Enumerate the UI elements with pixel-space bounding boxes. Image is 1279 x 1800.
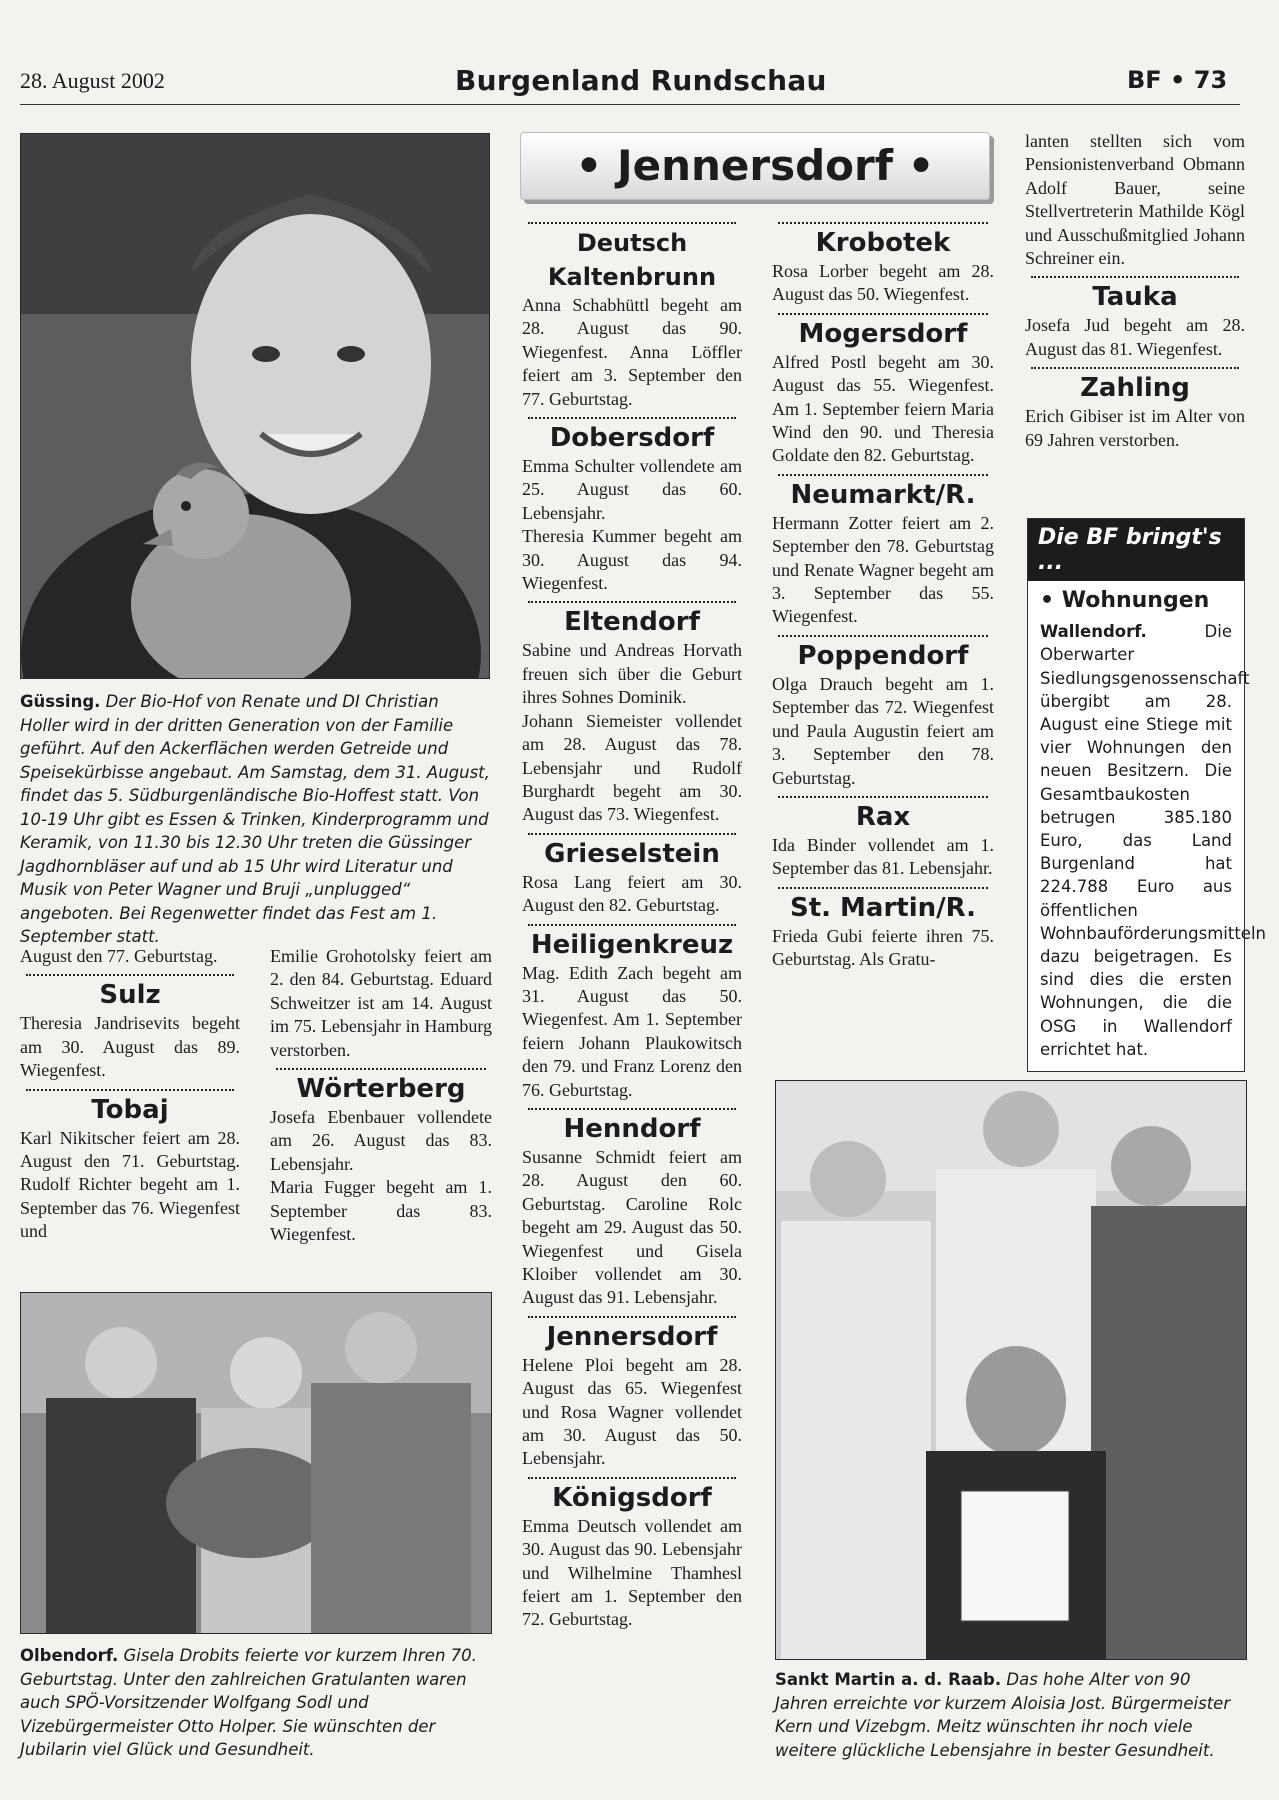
separator <box>26 974 234 976</box>
caption-text: Das hohe Alter von 90 Jahren erreichte vor kurzem Aloisia Jost. Bürgermeister Kern und Vizebgm. Meitz wünschten ihr noch viele weitere glückliche Lebensjahre in bester Gesundheit. <box>775 1670 1231 1760</box>
column-a <box>20 945 240 1244</box>
separator <box>528 833 736 835</box>
location-heading: Eltendorf <box>564 607 700 638</box>
caption-place: Güssing. <box>20 692 101 711</box>
separator <box>528 924 736 926</box>
location-heading: Krobotek <box>815 228 951 258</box>
article-text: Maria Fugger begeht am 1. September das 83. Wiegenfest. <box>270 1177 492 1245</box>
separator <box>778 635 988 637</box>
header-rule <box>20 104 1240 105</box>
separator <box>778 474 988 476</box>
location-heading: Neumarkt/R. <box>790 479 976 510</box>
location-heading: Heiligenkreuz <box>530 929 734 960</box>
photo3-caption <box>775 1668 1247 1762</box>
location-heading: Sulz <box>99 980 161 1011</box>
separator <box>528 417 736 419</box>
bf-box-text: Die Oberwarter Siedlungsgenossenschaft übergibt am 28. August eine Stiege mit vier Wohnungen den neuen Besitzern. Die Gesamtbaukosten betrugen 385.180 Euro, das Land Burgenland hat 224.788 Euro aus öffentlichen Wohnbauförderungsmitteln dazu beigetragen. Es sind dies die ersten Wohnungen, die die OSG in Wallendorf errichtet hat. <box>1040 622 1266 1059</box>
caption-text: Der Bio-Hof von Renate und DI Christian Holler wird in der dritten Generation von der Familie geführt. Auf den Ackerflächen werden Getreide und Speisekürbisse angebaut. Am Samstag, dem 31. August, findet das 5. Südburgenländische Bio-Hoffest statt. Von 10-19 Uhr gibt es Essen & Trinken, Kinderprogramm und Keramik, von 11.30 bis 12.30 Uhr treten die Güssinger Jagdhornbläser auf und ab 15 Uhr wird Literatur und Musik von Peter Wagner und Bruji „unplugged“ angeboten. Bei Regenwetter findet das Fest am 1. September statt. <box>20 692 490 946</box>
location-heading: Tobaj <box>91 1094 169 1125</box>
article-text: Olga Drauch begeht am 1. September das 72. Wiegenfest und Paula Augustin feiert am 3. September den 78. Geburtstag. <box>772 673 994 788</box>
separator <box>1031 367 1239 369</box>
article-text: Theresia Kummer begeht am 30. August das 94. Wiegenfest. <box>522 526 742 594</box>
location-heading: Königsdorf <box>552 1482 712 1513</box>
caption-place: Olbendorf. <box>20 1646 119 1665</box>
column-c <box>522 222 742 1632</box>
caption-place: Sankt Martin a. d. Raab. <box>775 1670 1002 1689</box>
bf-box-body <box>1028 581 1266 1071</box>
article-text: Susanne Schmidt feiert am 28. August den 60. Geburtstag. Caroline Rolc begeht am 29. August das 50. Wiegenfest und Gisela Kloiber vollendet am 30. August das 91. Lebensjahr. <box>522 1146 742 1308</box>
article-text: Rosa Lang feiert am 30. August den 82. Geburtstag. <box>522 871 742 916</box>
location-heading: Zahling <box>1080 373 1190 404</box>
bf-info-box <box>1027 518 1266 1072</box>
location-heading: Henndorf <box>563 1113 701 1144</box>
separator <box>1031 276 1239 278</box>
separator <box>276 1068 486 1070</box>
caption-text: Gisela Drobits feierte vor kurzem Ihren 70. Geburtstag. Unter den zahlreichen Gratulanten waren auch SPÖ-Vorsitzender Wolfgang Sodl und Vizebürgermeister Otto Holper. Sie wünschten der Jubilarin viel Glück und Gesundheit. <box>20 1646 477 1759</box>
location-heading: Dobersdorf <box>549 423 715 454</box>
separator <box>528 1108 736 1110</box>
column-b <box>270 945 492 1246</box>
article-text: Alfred Postl begeht am 30. August das 55. Wiegenfest. Am 1. September feiern Maria Wind den 90. und Theresia Goldate den 82. Geburtstag. <box>772 351 994 466</box>
article-text: Johann Siemeister vollendet am 28. August das 78. Lebensjahr und Rudolf Burghardt begeht am 30. August das 73. Wiegenfest. <box>522 710 742 825</box>
location-heading: Tauka <box>1092 282 1178 313</box>
article-text: Emma Schulter vollendete am 25. August das 60. Lebensjahr. <box>522 456 742 523</box>
article-text: Ida Binder vollendet am 1. September das 81. Lebensjahr. <box>772 834 994 879</box>
newspaper-title: Burgenland Rundschau <box>455 64 827 97</box>
separator <box>528 601 736 603</box>
location-heading: Mogersdorf <box>798 318 968 349</box>
article-text: lanten stellten sich vom Pensionistenverband Obmann Adolf Bauer, seine Stellvertreterin Mathilde Kögl und Ausschußmitglied Johann Schreiner ein. <box>1025 131 1245 269</box>
page-number: BF • 73 <box>1127 66 1228 94</box>
column-e <box>1025 130 1245 452</box>
photo-sankt-martin-group <box>775 1080 1247 1660</box>
separator <box>778 313 988 315</box>
column-d <box>772 222 994 972</box>
location-heading: Deutsch Kaltenbrunn <box>547 229 717 291</box>
bf-box-place: Wallendorf. <box>1040 622 1147 642</box>
location-heading: Grieselstein <box>544 838 720 869</box>
location-heading: Wörterberg <box>296 1074 466 1105</box>
separator <box>528 222 736 224</box>
separator <box>26 1089 234 1091</box>
location-heading: Rax <box>855 801 911 832</box>
article-text: Erich Gibiser ist im Alter von 69 Jahren verstorben. <box>1025 406 1245 450</box>
article-text: Theresia Jandrisevits begeht am 30. August das 89. Wiegenfest. <box>20 1013 240 1081</box>
article-text: Emma Deutsch vollendet am 30. August das 90. Lebensjahr und Wilhelmine Thamhesl feiert am 1. September den 72. Geburtstag. <box>522 1515 742 1630</box>
section-banner: • Jennersdorf • <box>520 132 990 200</box>
separator <box>778 796 988 798</box>
article-text: Mag. Edith Zach begeht am 31. August das 50. Wiegenfest. Am 1. September feiern Johann Plaukowitsch den 79. und Franz Lorenz den 76. Geburtstag. <box>522 962 742 1100</box>
separator <box>528 1316 736 1318</box>
article-text: Rosa Lorber begeht am 28. August das 50. Wiegenfest. <box>772 261 994 305</box>
location-heading: Jennersdorf <box>546 1321 718 1352</box>
article-text: Helene Ploi begeht am 28. August das 65. Wiegenfest und Rosa Wagner vollendet am 30. August das 50. Lebensjahr. <box>522 1354 742 1469</box>
photo2-caption <box>20 1644 492 1762</box>
separator <box>778 222 988 224</box>
bf-box-subheading: • Wohnungen <box>1040 588 1210 613</box>
photo-boy-with-hen <box>20 133 490 679</box>
article-text: Karl Nikitscher feiert am 28. August den 71. Geburtstag. Rudolf Richter begeht am 1. September das 76. Wiegenfest und <box>20 1127 240 1242</box>
bf-box-header: Die BF bringt's ... <box>1028 519 1244 581</box>
article-text: Josefa Ebenbauer vollendete am 26. August das 83. Lebensjahr. <box>270 1107 492 1174</box>
separator <box>528 1477 736 1479</box>
article-text: Emilie Grohotolsky feiert am 2. den 84. Geburtstag. Eduard Schweitzer ist am 14. August im 75. Lebensjahr in Hamburg verstorben. <box>270 946 492 1060</box>
article-text: Hermann Zotter feiert am 2. September den 78. Geburtstag und Renate Wagner begeht am 3. September das 55. Wiegenfest. <box>772 512 994 627</box>
article-text: Josefa Jud begeht am 28. August das 81. Wiegenfest. <box>1025 315 1245 359</box>
issue-date: 28. August 2002 <box>20 68 165 93</box>
article-text: Sabine und Andreas Horvath freuen sich über die Geburt ihres Sohnes Dominik. <box>522 640 742 708</box>
location-heading: St. Martin/R. <box>789 892 977 923</box>
article-text: Anna Schabhüttl begeht am 28. August das 90. Wiegenfest. Anna Löffler feiert am 3. September den 77. Geburtstag. <box>522 295 742 409</box>
article-text: August den 77. Geburtstag. <box>20 946 218 966</box>
article-text: Frieda Gubi feierte ihren 75. Geburtstag. Als Gratu- <box>772 925 994 970</box>
separator <box>778 887 988 889</box>
photo-olbendorf-group <box>20 1292 492 1634</box>
photo1-caption <box>20 690 490 949</box>
location-heading: Poppendorf <box>797 640 969 671</box>
